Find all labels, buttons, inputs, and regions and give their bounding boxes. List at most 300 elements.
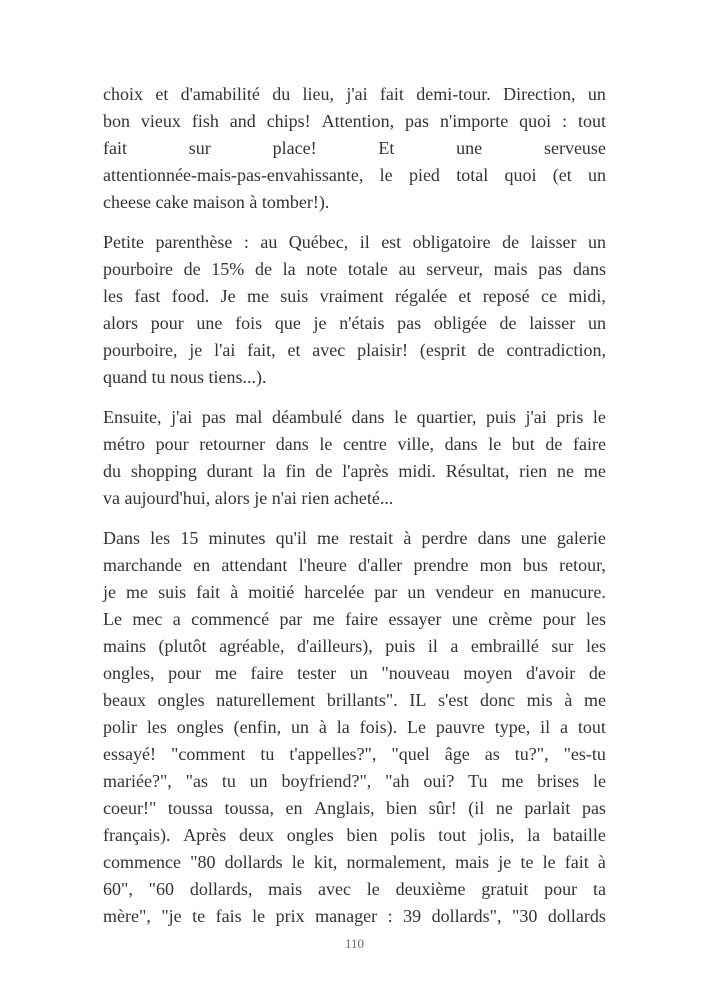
word: vieux xyxy=(140,111,181,131)
word: le xyxy=(488,434,502,454)
text-line xyxy=(103,768,606,795)
word: de xyxy=(545,434,563,454)
word: avec xyxy=(317,879,351,899)
word: tu xyxy=(260,744,275,764)
word: ville, xyxy=(397,434,434,454)
word: manucure. xyxy=(530,582,606,602)
word: me xyxy=(214,663,237,683)
word: pauvre xyxy=(435,717,485,737)
word: déambulé xyxy=(271,407,342,427)
word: dans xyxy=(477,528,511,548)
word: "30 xyxy=(512,906,538,926)
word: boyfriend?", xyxy=(281,771,372,791)
word: le xyxy=(593,771,606,791)
word: de xyxy=(499,313,517,333)
word: un xyxy=(290,717,309,737)
word: l'ai xyxy=(214,340,236,360)
word: jolis, xyxy=(478,825,515,845)
word: as xyxy=(484,744,500,764)
word: la xyxy=(282,259,296,279)
word: métro xyxy=(103,434,145,454)
word: sur xyxy=(551,636,574,656)
word: de xyxy=(477,340,495,360)
word: fois xyxy=(235,313,263,333)
word: il xyxy=(427,636,438,656)
word: Et xyxy=(378,138,395,158)
word: type, xyxy=(494,717,531,737)
word: fais xyxy=(215,906,242,926)
word: brises xyxy=(537,771,580,791)
word: tout xyxy=(438,825,467,845)
word: à xyxy=(403,528,412,548)
word: mère", xyxy=(103,906,151,926)
text-line xyxy=(103,876,606,903)
word: oui? xyxy=(423,771,455,791)
word: a xyxy=(172,609,181,629)
word: à xyxy=(230,582,239,602)
word: j'ai xyxy=(525,407,547,427)
word: ce xyxy=(541,286,558,306)
text-line xyxy=(103,431,606,458)
word: la xyxy=(262,461,276,481)
word: vendeur xyxy=(435,582,494,602)
word: Petite xyxy=(103,232,144,252)
word: d'ailleurs), xyxy=(297,636,373,656)
word: est xyxy=(381,232,402,252)
word: reposé xyxy=(482,286,530,306)
word: retourner xyxy=(199,434,266,454)
word: : xyxy=(387,906,393,926)
word: "je xyxy=(161,906,182,926)
word: attentionnée-mais-pas-envahissante, xyxy=(103,165,364,185)
word: et xyxy=(155,84,169,104)
word: le xyxy=(542,852,556,872)
word: de xyxy=(183,259,201,279)
word: un xyxy=(587,313,606,333)
word: dans xyxy=(444,434,478,454)
word: serveuse xyxy=(543,138,606,158)
word: moyen xyxy=(463,663,513,683)
word: "60 xyxy=(148,879,175,899)
word: restait xyxy=(349,528,394,548)
word: par xyxy=(279,609,303,629)
word: me xyxy=(583,461,606,481)
word: a xyxy=(450,636,459,656)
word: me xyxy=(312,609,335,629)
word: laisser xyxy=(529,313,576,333)
text-line xyxy=(103,135,606,162)
word: à xyxy=(597,852,606,872)
word: demi-tour. xyxy=(416,84,491,104)
word: parenthèse xyxy=(155,232,233,252)
text-line xyxy=(103,283,606,310)
word: faire xyxy=(345,609,379,629)
word: à xyxy=(318,717,327,737)
word: toussa xyxy=(167,798,213,818)
word: midi. xyxy=(398,461,436,481)
word: food. xyxy=(171,286,210,306)
word: (enfin, xyxy=(233,717,282,737)
word: and xyxy=(229,111,256,131)
word: retour, xyxy=(559,555,606,575)
word: quoi xyxy=(519,111,552,131)
word: me xyxy=(317,528,340,548)
word: suis xyxy=(158,582,187,602)
word: te xyxy=(192,906,206,926)
text-line xyxy=(103,687,606,714)
word: commencé xyxy=(191,609,270,629)
word: durant xyxy=(206,461,253,481)
word: par xyxy=(374,582,398,602)
text-line xyxy=(103,606,606,633)
word: fait xyxy=(564,852,589,872)
word: du xyxy=(272,84,291,104)
word: fish xyxy=(191,111,219,131)
word: j'ai xyxy=(346,84,368,104)
word: pour xyxy=(544,879,578,899)
word: me xyxy=(583,690,606,710)
word: dans xyxy=(275,434,309,454)
word: deux xyxy=(239,825,274,845)
word: faire xyxy=(572,434,606,454)
word: obligée xyxy=(433,313,487,333)
word: beaux xyxy=(103,690,146,710)
word: crème xyxy=(488,609,533,629)
word: tu xyxy=(221,771,236,791)
word: note xyxy=(306,259,338,279)
word: plaisir! xyxy=(357,340,409,360)
word: gratuit xyxy=(481,879,529,899)
word: Anglais, xyxy=(314,798,375,818)
word: bataille xyxy=(552,825,606,845)
word: les xyxy=(585,609,606,629)
word: il xyxy=(540,717,551,737)
word: "es-tu xyxy=(563,744,606,764)
word: puis xyxy=(385,636,416,656)
word: les xyxy=(146,717,167,737)
word: donc xyxy=(479,690,515,710)
word: normalement, xyxy=(346,852,447,872)
word: moitié xyxy=(248,582,295,602)
text-line xyxy=(103,337,606,364)
word: les xyxy=(150,528,171,548)
text-line xyxy=(103,256,606,283)
word: marchande xyxy=(103,555,182,575)
word: Je xyxy=(220,286,236,306)
word: mis xyxy=(526,690,553,710)
word: de xyxy=(588,663,606,683)
word: manager xyxy=(315,906,378,926)
word: IL xyxy=(409,690,427,710)
word: ne xyxy=(556,461,574,481)
text-line xyxy=(103,903,606,930)
word: français). xyxy=(103,825,171,845)
word: commence xyxy=(103,852,181,872)
word: les xyxy=(585,636,606,656)
word: une xyxy=(520,528,547,548)
word: 39 xyxy=(403,906,422,926)
word: avec xyxy=(312,340,346,360)
word: l'après xyxy=(342,461,389,481)
word: mains xyxy=(103,636,146,656)
word: "comment xyxy=(170,744,246,764)
text-line xyxy=(103,404,606,431)
word: pas xyxy=(397,313,422,333)
text-line xyxy=(103,525,606,552)
word: total xyxy=(456,165,489,185)
word: mariée?", xyxy=(103,771,172,791)
word: place! xyxy=(272,138,317,158)
word: au xyxy=(260,232,278,252)
word: dollards, xyxy=(189,879,253,899)
word: bien xyxy=(386,798,418,818)
paragraph xyxy=(103,81,606,216)
word: choix xyxy=(103,84,143,104)
word: fois). xyxy=(359,717,398,737)
word: de xyxy=(254,259,272,279)
text-line: quand tu nous tiens...). xyxy=(103,367,267,387)
text-line xyxy=(103,310,606,337)
word: te xyxy=(520,852,534,872)
word: d'amabilité xyxy=(180,84,260,104)
text-line: cheese cake maison à tomber!). xyxy=(103,192,330,212)
text-line xyxy=(103,162,606,189)
word: "nouveau xyxy=(381,663,450,683)
word: pied xyxy=(408,165,440,185)
word: un xyxy=(249,771,268,791)
word: obligatoire xyxy=(412,232,491,252)
word: harcelée xyxy=(304,582,365,602)
word: pourboire, xyxy=(103,340,178,360)
text-line xyxy=(103,633,606,660)
word: (et xyxy=(552,165,572,185)
word: tout xyxy=(577,717,606,737)
word: me xyxy=(126,582,149,602)
word: Tu xyxy=(468,771,488,791)
text-line xyxy=(103,229,606,256)
word: la xyxy=(527,825,541,845)
word: agréable, xyxy=(219,636,285,656)
word: Ensuite, xyxy=(103,407,162,427)
word: essayé! xyxy=(103,744,156,764)
word: Après xyxy=(183,825,227,845)
word: pour xyxy=(150,313,184,333)
word: au xyxy=(398,259,416,279)
word: me xyxy=(501,771,524,791)
word: fin xyxy=(285,461,306,481)
text-line xyxy=(103,795,606,822)
word: lieu, xyxy=(302,84,335,104)
word: une xyxy=(456,138,483,158)
word: brillants". xyxy=(326,690,398,710)
word: et xyxy=(458,286,472,306)
word: le xyxy=(366,879,380,899)
word: n'étais xyxy=(339,313,385,333)
word: que xyxy=(274,313,301,333)
word: ongles xyxy=(157,690,205,710)
word: polis xyxy=(390,825,426,845)
word: pas xyxy=(581,798,606,818)
word: je xyxy=(103,582,116,602)
text-line xyxy=(103,714,606,741)
word: régalée xyxy=(395,286,447,306)
word: d'avoir xyxy=(526,663,576,683)
word: "ah xyxy=(385,771,410,791)
word: fait, xyxy=(247,340,276,360)
word: Attention, xyxy=(321,111,395,131)
word: fait xyxy=(196,582,221,602)
word: puis xyxy=(485,407,516,427)
word: polir xyxy=(103,717,137,737)
word: faire xyxy=(250,663,284,683)
word: coeur!" xyxy=(103,798,157,818)
word: en xyxy=(503,582,521,602)
word: dans xyxy=(351,407,385,427)
word: pas xyxy=(538,259,563,279)
word: une xyxy=(451,609,478,629)
word: ongles, xyxy=(103,663,155,683)
word: Résultat, xyxy=(445,461,510,481)
word: mon xyxy=(479,555,512,575)
word: pourboire xyxy=(103,259,173,279)
word: mal xyxy=(235,407,263,427)
word: s'est xyxy=(438,690,469,710)
word: mais xyxy=(493,259,528,279)
word: laisser xyxy=(530,232,577,252)
word: 60", xyxy=(103,879,133,899)
word: une xyxy=(196,313,223,333)
word: j'ai xyxy=(171,407,193,427)
text-line: va aujourd'hui, alors je n'ai rien acheté... xyxy=(103,488,394,508)
text-line xyxy=(103,458,606,485)
word: : xyxy=(562,111,568,131)
paragraph xyxy=(103,229,606,391)
text-line xyxy=(103,741,606,768)
word: sûr! xyxy=(428,798,457,818)
paragraph xyxy=(103,525,606,930)
word: (il xyxy=(468,798,485,818)
word: il xyxy=(359,232,370,252)
word: un xyxy=(588,165,606,185)
word: quartier, xyxy=(416,407,477,427)
word: deuxième xyxy=(395,879,466,899)
word: totale xyxy=(347,259,388,279)
word: en xyxy=(193,555,211,575)
word: bus xyxy=(522,555,548,575)
word: le xyxy=(394,407,408,427)
word: toussa, xyxy=(224,798,274,818)
word: un xyxy=(587,232,606,252)
word: l'heure xyxy=(298,555,347,575)
paragraph xyxy=(103,404,606,512)
word: bien xyxy=(346,825,378,845)
word: dollards xyxy=(547,906,606,926)
word: 15 xyxy=(180,528,199,548)
text-line xyxy=(103,81,606,108)
word: je xyxy=(498,852,512,872)
word: 15% xyxy=(211,259,245,279)
word: ongles xyxy=(176,717,224,737)
word: âge xyxy=(444,744,470,764)
page-text xyxy=(103,81,606,943)
word: Le xyxy=(103,609,122,629)
word: dollards xyxy=(224,852,283,872)
word: ne xyxy=(495,798,513,818)
word: galerie xyxy=(556,528,606,548)
word: shopping xyxy=(130,461,197,481)
word: les xyxy=(103,286,123,306)
word: : xyxy=(243,232,249,252)
word: fast xyxy=(134,286,161,306)
word: attendant xyxy=(221,555,288,575)
word: centre xyxy=(342,434,387,454)
word: naturellement xyxy=(216,690,316,710)
word: quoi xyxy=(504,165,537,185)
word: un xyxy=(587,84,606,104)
word: but xyxy=(511,434,535,454)
word: ongles xyxy=(286,825,334,845)
word: fait xyxy=(103,138,127,158)
word: me xyxy=(246,286,269,306)
word: le xyxy=(379,165,393,185)
word: "as xyxy=(185,771,208,791)
word: le xyxy=(319,434,333,454)
word: pas xyxy=(201,407,226,427)
word: "quel xyxy=(391,744,430,764)
word: vraiment xyxy=(319,286,384,306)
word: minutes xyxy=(208,528,266,548)
word: (plutôt xyxy=(158,636,207,656)
word: dans xyxy=(572,259,606,279)
text-line xyxy=(103,108,606,135)
word: pris xyxy=(556,407,584,427)
word: t'appelles?", xyxy=(289,744,377,764)
word: bon xyxy=(103,111,130,131)
word: en xyxy=(285,798,303,818)
word: un xyxy=(407,582,426,602)
word: un xyxy=(349,663,368,683)
word: a xyxy=(559,717,568,737)
word: tu?", xyxy=(514,744,549,764)
word: Le xyxy=(406,717,426,737)
word: je xyxy=(189,340,203,360)
word: pour xyxy=(155,434,189,454)
word: prix xyxy=(275,906,305,926)
word: (esprit xyxy=(419,340,466,360)
text-line xyxy=(103,822,606,849)
text-line xyxy=(103,552,606,579)
word: sur xyxy=(188,138,211,158)
word: "80 xyxy=(190,852,216,872)
word: rien xyxy=(519,461,548,481)
word: prendre xyxy=(413,555,469,575)
word: embraillé xyxy=(470,636,539,656)
word: je xyxy=(313,313,327,333)
word: perdre xyxy=(421,528,468,548)
word: du xyxy=(103,461,121,481)
word: suis xyxy=(280,286,309,306)
word: le xyxy=(592,407,606,427)
word: la xyxy=(336,717,350,737)
word: contradiction, xyxy=(506,340,606,360)
word: tester xyxy=(297,663,337,683)
word: dollards", xyxy=(431,906,502,926)
word: mais xyxy=(455,852,490,872)
word: Direction, xyxy=(503,84,576,104)
word: mec xyxy=(132,609,163,629)
word: n'importe xyxy=(439,111,509,131)
word: kit, xyxy=(313,852,338,872)
